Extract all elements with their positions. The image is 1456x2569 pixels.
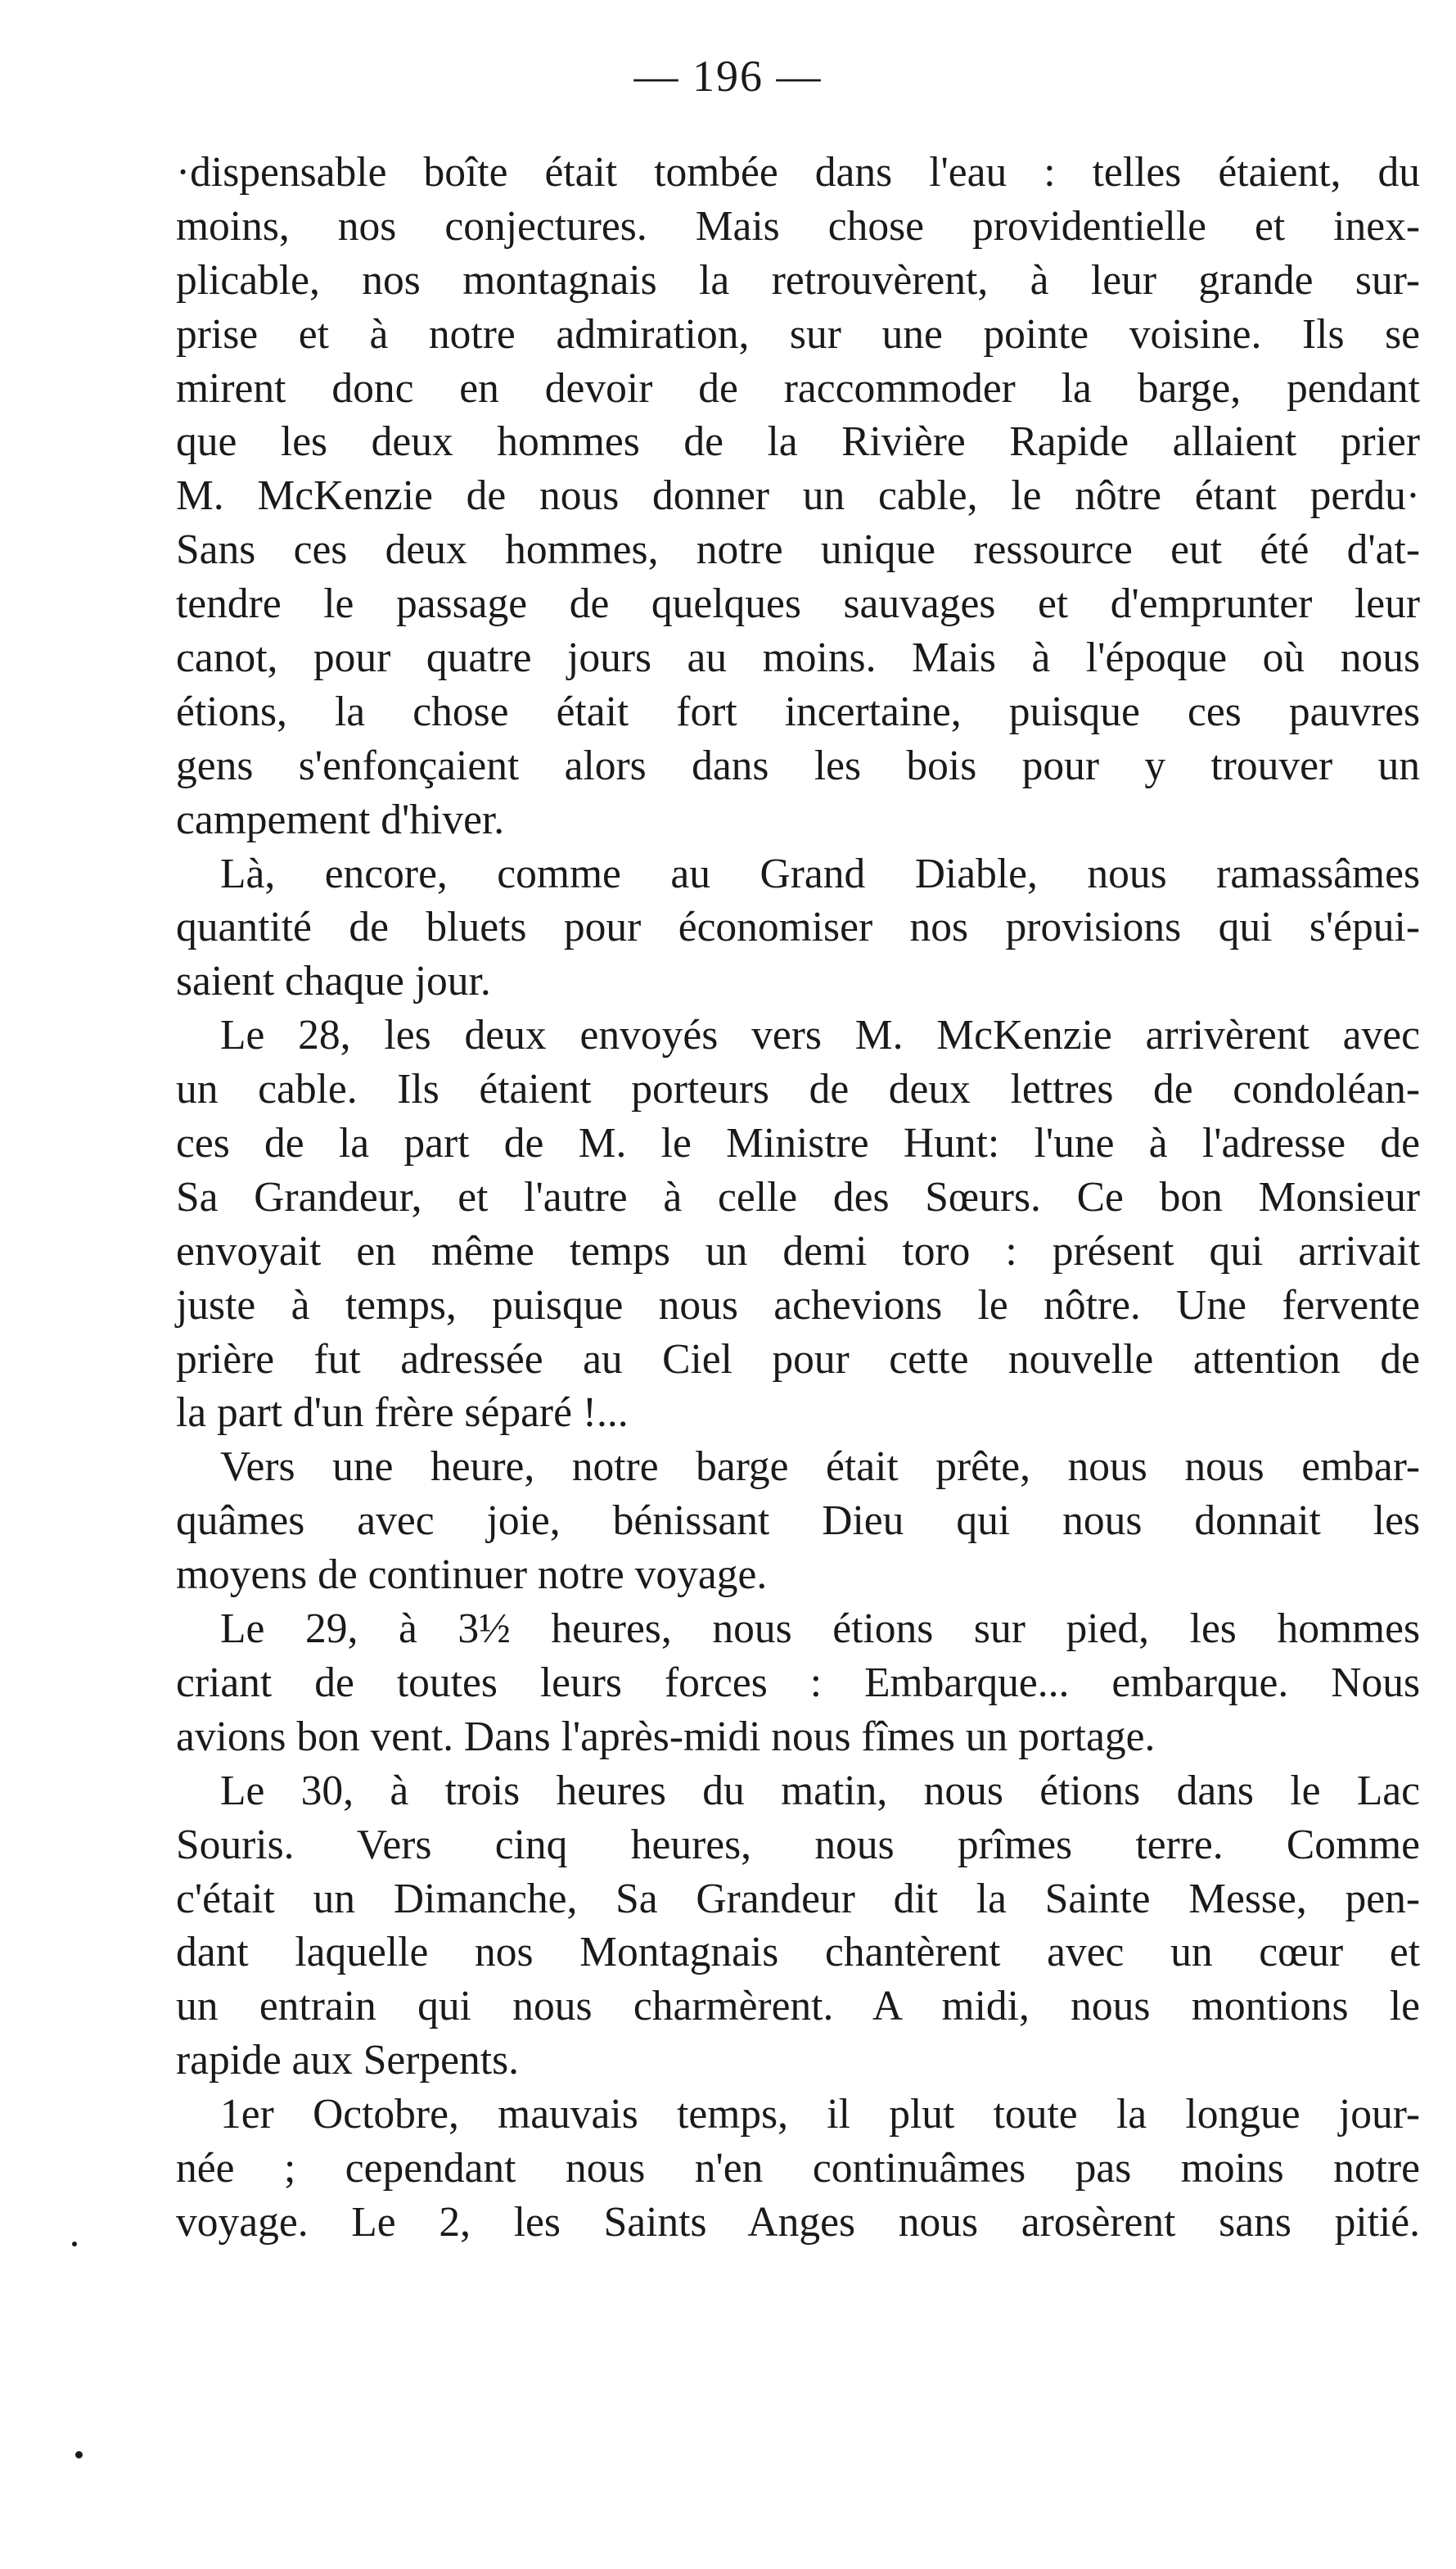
text-line: Le 30, à trois heures du matin, nous étions dans le Lac <box>220 1767 1420 1814</box>
page-body-text <box>176 146 1420 2250</box>
text-line: prise et à notre admiration, sur une pointe voisine. Ils se <box>176 310 1420 358</box>
text-line: canot, pour quatre jours au moins. Mais à l'époque où nous <box>176 634 1420 682</box>
print-speck <box>75 2451 83 2458</box>
text-line: un cable. Ils étaient porteurs de deux lettres de condoléan- <box>176 1066 1420 1113</box>
text-line: plicable, nos montagnais la retrouvèrent, à leur grande sur- <box>176 256 1420 304</box>
text-line: juste à temps, puisque nous achevions le nôtre. Une fervente <box>176 1281 1420 1329</box>
text-line: prière fut adressée au Ciel pour cette nouvelle attention de <box>176 1335 1420 1383</box>
text-line: envoyait en même temps un demi toro : présent qui arrivait <box>176 1227 1420 1275</box>
text-line: mirent donc en devoir de raccommoder la barge, pendant <box>176 364 1420 412</box>
text-line: moins, nos conjectures. Mais chose providentielle et inex- <box>176 202 1420 250</box>
text-line: Sans ces deux hommes, notre unique ressource eut été d'at- <box>176 526 1420 574</box>
text-line: dant laquelle nos Montagnais chantèrent avec un cœur et <box>176 1929 1420 1976</box>
text-line: c'était un Dimanche, Sa Grandeur dit la Sainte Messe, pen- <box>176 1875 1420 1922</box>
text-line: la part d'un frère séparé !... <box>176 1389 629 1437</box>
print-speck <box>72 2242 77 2246</box>
text-line: campement d'hiver. <box>176 796 505 843</box>
text-line: Souris. Vers cinq heures, nous prîmes terre. Comme <box>176 1821 1420 1868</box>
text-line: tendre le passage de quelques sauvages et d'emprunter leur <box>176 580 1420 628</box>
text-line: moyens de continuer notre voyage. <box>176 1551 768 1599</box>
text-line: que les deux hommes de la Rivière Rapide allaient prier <box>176 418 1420 466</box>
text-line: ·dispensable boîte était tombée dans l'eau : telles étaient, du <box>176 149 1420 196</box>
text-line: étions, la chose était fort incertaine, puisque ces pauvres <box>176 688 1420 735</box>
text-line: gens s'enfonçaient alors dans les bois pour y trouver un <box>176 742 1420 789</box>
text-line: quâmes avec joie, bénissant Dieu qui nous donnait les <box>176 1497 1420 1545</box>
text-line: saient chaque jour. <box>176 958 491 1005</box>
text-line: Vers une heure, notre barge était prête, nous nous embar- <box>220 1443 1420 1491</box>
text-line: ces de la part de M. le Ministre Hunt: l'une à l'adresse de <box>176 1120 1420 1167</box>
text-line: née ; cependant nous n'en continuâmes pas moins notre <box>176 2144 1420 2192</box>
text-line: Le 28, les deux envoyés vers M. McKenzie arrivèrent avec <box>220 1012 1420 1059</box>
text-line: avions bon vent. Dans l'après-midi nous fîmes un portage. <box>176 1713 1156 1760</box>
page-number: — 196 — <box>633 52 823 101</box>
text-line: un entrain qui nous charmèrent. A midi, nous montions le <box>176 1983 1420 2030</box>
text-line: Sa Grandeur, et l'autre à celle des Sœurs. Ce bon Monsieur <box>176 1173 1420 1221</box>
text-line: Là, encore, comme au Grand Diable, nous ramassâmes <box>220 850 1420 897</box>
text-line: criant de toutes leurs forces : Embarque... embarque. Nous <box>176 1659 1420 1706</box>
text-line: voyage. Le 2, les Saints Anges nous arosèrent sans pitié. <box>176 2198 1420 2246</box>
text-line: Le 29, à 3½ heures, nous étions sur pied, les hommes <box>220 1605 1420 1653</box>
text-line: rapide aux Serpents. <box>176 2037 520 2084</box>
text-line: 1er Octobre, mauvais temps, il plut toute la longue jour- <box>220 2091 1420 2138</box>
text-line: M. McKenzie de nous donner un cable, le nôtre étant perdu· <box>176 472 1420 520</box>
text-line: quantité de bluets pour économiser nos provisions qui s'épui- <box>176 904 1420 951</box>
